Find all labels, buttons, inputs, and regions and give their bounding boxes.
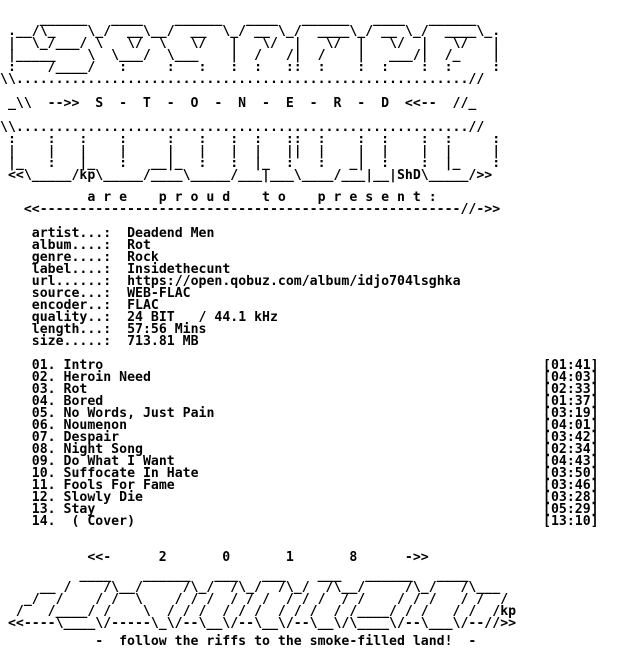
header-art-line: <<\_____/kp\_____/____\_____/___|___\____/___|__|ShD\_____/>> <box>0 168 493 183</box>
header-art-line: : /____/ : : : : : :: : : : : : : <box>0 60 501 75</box>
info-value: Rock <box>127 250 159 265</box>
header-art-line: |_____ \ \___/ \___ | / /| / | ___/| /_ | <box>0 48 501 63</box>
track-row <box>0 516 604 528</box>
info-value: Deadend Men <box>127 226 215 241</box>
track-duration: [03:28] <box>543 490 599 505</box>
track-list <box>0 360 604 528</box>
track-duration: [04:43] <box>543 454 599 469</box>
track-title: Slowly Die <box>63 490 143 505</box>
track-title: Suffocate In Hate <box>63 466 199 481</box>
track-title: Heroin Need <box>63 370 151 385</box>
track-duration: [03:46] <box>543 478 599 493</box>
footer-ascii-art <box>0 570 516 630</box>
release-info <box>0 228 461 348</box>
footer-art-line: ____ ______ ___ ___ ___ ______ ____ <box>0 568 469 583</box>
track-duration: [01:41] <box>543 358 599 373</box>
info-key: genre....: <box>31 250 112 265</box>
info-key: length...: <box>31 322 112 337</box>
track-title: Bored <box>63 394 104 409</box>
header-ascii-art <box>0 14 500 182</box>
present-line: a r e p r o u d t o p r e s e n t : <box>0 190 437 205</box>
info-value: FLAC <box>127 298 159 313</box>
header-art-line: _\\ -->> S - T - O - N - E - R - D <<-- //_ <box>0 96 477 111</box>
track-number: 02. <box>31 370 56 385</box>
track-number: 11. <box>31 478 56 493</box>
track-duration: [02:33] <box>543 382 599 397</box>
info-value: 713.81 MB <box>127 334 199 349</box>
track-number: 09. <box>31 454 56 469</box>
info-key: encoder..: <box>31 298 112 313</box>
header-art-line: : : : : : : : : :: : : : : : : <box>0 132 501 147</box>
track-title: Fools For Fame <box>63 478 175 493</box>
header-art-line: | \_/___/ \ \/ \ \/ | \/ | \/ | \/ | \/ | <box>0 36 501 51</box>
track-title: Do What I Want <box>63 454 175 469</box>
track-number: 13. <box>31 502 56 517</box>
track-duration: [01:37] <box>543 394 599 409</box>
footer-art-line: _/ / / / \ / / / / / / / / / / / / / / / / / <box>0 592 509 607</box>
info-key: artist...: <box>31 226 112 241</box>
track-duration: [05:29] <box>543 502 599 517</box>
footer-art-line: <<----\____\/-----\_\/--\__\/--\__\/--\__\/\____\/--\___\/--//>> <box>0 616 517 631</box>
track-number: 08. <box>31 442 56 457</box>
info-value: Insidethecunt <box>127 262 231 277</box>
header-art-line: \\.........................................................// <box>0 120 485 135</box>
track-number: 01. <box>31 358 56 373</box>
info-key: url......: <box>31 274 112 289</box>
footer-art-line: __ / /\__/ /\_/ /\_/ /\_/ /\__/ /\_/ /\___ <box>0 580 501 595</box>
track-duration: [03:42] <box>543 430 599 445</box>
year-line: <<- 2 0 1 8 ->> <box>0 550 429 565</box>
track-title: Stay <box>63 502 96 517</box>
info-value: https://open.qobuz.com/album/idjo704lsghka <box>127 274 461 289</box>
track-duration: [03:50] <box>543 466 599 481</box>
info-value: 24 BIT / 44.1 kHz <box>127 310 278 325</box>
info-value: WEB-FLAC <box>127 286 191 301</box>
track-number: 07. <box>31 430 56 445</box>
info-key: quality..: <box>31 310 112 325</box>
track-title: Night Song <box>63 442 143 457</box>
header-art-line: |_ : |_ : __|_ : : |_ : : _| : : |_ : <box>0 156 501 171</box>
track-title: Intro <box>63 358 104 373</box>
track-number: 12. <box>31 490 56 505</box>
track-title: ( Cover) <box>63 514 136 529</box>
track-title: Rot <box>63 382 88 397</box>
track-title: Noumenon <box>63 418 128 433</box>
footer-art-line: / /____/ / \ / / / / / / / / / / /____/ / / / / /kp <box>0 604 517 619</box>
track-duration: [03:19] <box>543 406 599 421</box>
header-art-line: ______ ____ ______ ____ ______ ____ ______ <box>0 12 477 27</box>
info-key: label....: <box>31 262 112 277</box>
track-row <box>0 372 604 384</box>
info-key: album....: <box>31 238 112 253</box>
track-number: 03. <box>31 382 56 397</box>
track-duration: [04:01] <box>543 418 599 433</box>
track-title: Despair <box>63 430 120 445</box>
info-key: size.....: <box>31 334 112 349</box>
track-number: 05. <box>31 406 56 421</box>
track-duration: [04:03] <box>543 370 599 385</box>
info-row <box>0 336 461 348</box>
header-art-line: \\.........................................................// <box>0 72 485 87</box>
header-art-line: | | | | | | | | || | | | | | | <box>0 144 501 159</box>
present-rule: <<-----------------------------------------------------//->> <box>0 202 501 217</box>
track-number: 04. <box>31 394 56 409</box>
info-key: source...: <box>31 286 112 301</box>
header-art-line: .__/\_ \_/ __\__/ __ \_/ __ \_/ ____\_/ __ \_/ ____\_. <box>0 24 501 39</box>
tagline: - follow the riffs to the smoke-filled land! - <box>0 634 477 649</box>
track-duration: [02:34] <box>543 442 599 457</box>
info-value: Rot <box>127 238 151 253</box>
track-number: 10. <box>31 466 56 481</box>
info-value: 57:56 Mins <box>127 322 207 337</box>
track-title: No Words, Just Pain <box>63 406 215 421</box>
track-number: 06. <box>31 418 56 433</box>
track-number: 14. <box>31 514 56 529</box>
track-duration: [13:10] <box>543 514 599 529</box>
